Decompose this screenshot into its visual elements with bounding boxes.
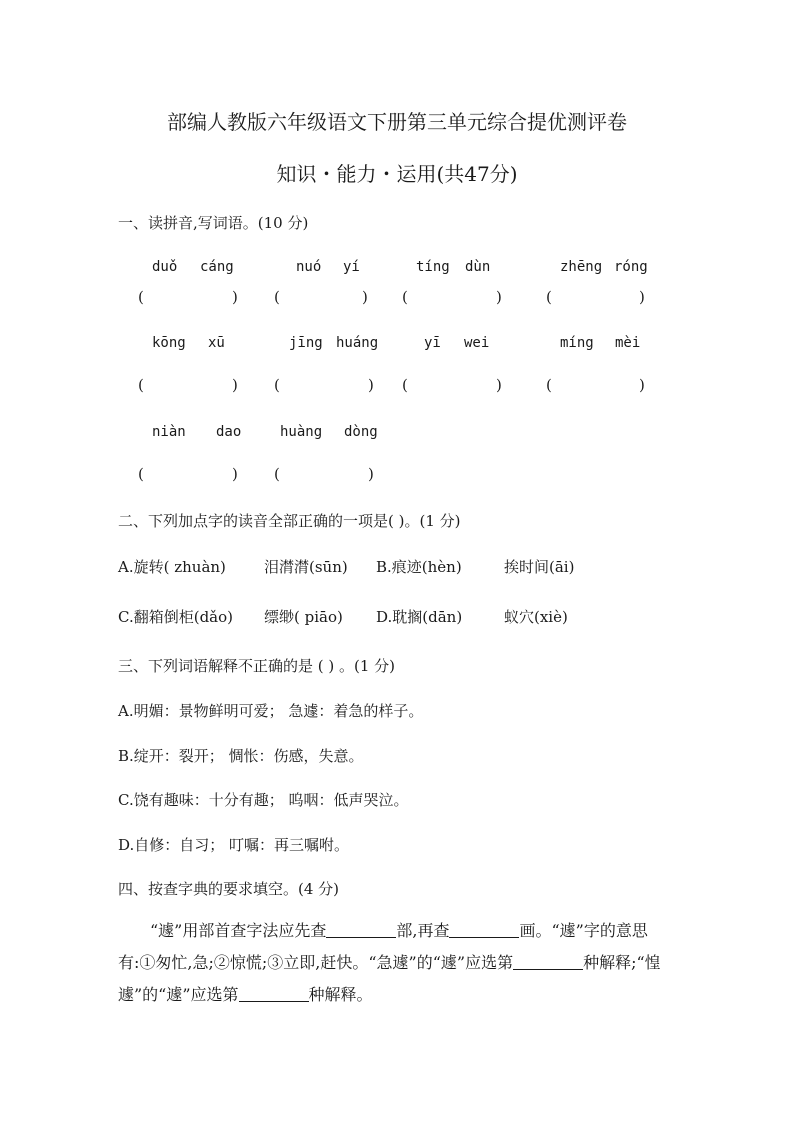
answer-box-10-close: ) (368, 465, 374, 483)
answer-box-1-close: ) (232, 288, 238, 306)
answer-box-8-close: ) (639, 376, 645, 394)
pinyin-9b: dao (216, 424, 242, 440)
q3-option-a: A.明媚：景物鲜明可爱； 急遽：着急的样子。 (118, 702, 424, 720)
answer-box-8-open: ( (546, 376, 552, 394)
pinyin-2b: yí (343, 259, 360, 275)
page-subtitle: 知识・能力・运用(共47分) (276, 162, 518, 186)
pinyin-10b: dòng (344, 424, 378, 440)
q4-blank-meaning-2[interactable] (239, 985, 309, 1002)
pinyin-4a: zhēng (560, 259, 603, 275)
q3-option-b: B.绽开：裂开； 惆怅：伤感，失意。 (118, 747, 364, 765)
q2-option-b-2: 挨时间(āi) (504, 558, 575, 576)
answer-box-9-open: ( (138, 465, 144, 483)
pinyin-10a: huàng (280, 424, 323, 440)
answer-box-10-open: ( (274, 465, 280, 483)
pinyin-4b: róng (614, 259, 648, 275)
q4-paragraph (118, 915, 678, 1011)
answer-box-2-close: ) (362, 288, 368, 306)
pinyin-7b: wei (464, 335, 490, 351)
answer-box-9-close: ) (232, 465, 238, 483)
q4-blank-strokes[interactable] (449, 921, 519, 938)
page-title: 部编人教版六年级语文下册第三单元综合提优测评卷 (167, 110, 627, 134)
answer-box-3-open: ( (402, 288, 408, 306)
q2-option-b-1: B.痕迹(hèn) (376, 558, 462, 576)
pinyin-5b: xū (208, 335, 225, 351)
q4-text-2: 部,再查 (396, 921, 450, 940)
pinyin-5a: kōng (152, 335, 186, 351)
pinyin-6b: huáng (336, 335, 379, 351)
answer-box-5-open: ( (138, 376, 144, 394)
pinyin-9a: niàn (152, 424, 186, 440)
pinyin-3a: tíng (416, 259, 450, 275)
q2-option-a-2: 泪潸潸(sūn) (264, 558, 348, 576)
answer-box-6-open: ( (274, 376, 280, 394)
answer-box-3-close: ) (496, 288, 502, 306)
answer-box-4-open: ( (546, 288, 552, 306)
answer-box-7-open: ( (402, 376, 408, 394)
pinyin-1a: duǒ (152, 259, 178, 275)
pinyin-8b: mèi (615, 335, 641, 351)
pinyin-8a: míng (560, 335, 594, 351)
q2-option-a-1: A.旋转( zhuàn) (118, 558, 226, 576)
q4-heading: 四、按查字典的要求填空。(4 分) (118, 880, 340, 898)
pinyin-1b: cáng (200, 259, 234, 275)
q2-option-d-1: D.耽搁(dān) (376, 608, 463, 626)
q3-option-d: D.自修：自习； 叮嘱：再三嘱咐。 (118, 836, 350, 854)
q2-option-d-2: 蚁穴(xiè) (504, 608, 568, 626)
answer-box-2-open: ( (274, 288, 280, 306)
q2-option-c-2: 缥缈( piāo) (264, 608, 343, 626)
pinyin-7a: yī (424, 335, 441, 351)
answer-box-7-close: ) (496, 376, 502, 394)
q4-blank-meaning-1[interactable] (513, 953, 583, 970)
pinyin-6a: jīng (289, 335, 323, 351)
q3-heading: 三、下列词语解释不正确的是 ( ) 。(1 分) (118, 657, 396, 675)
pinyin-2a: nuó (296, 259, 322, 275)
pinyin-3b: dùn (465, 259, 491, 275)
q3-option-c: C.饶有趣味：十分有趣； 呜咽：低声哭泣。 (118, 791, 409, 809)
q4-text-4: 种解释;“惶遽”的“遽”应选第 (118, 953, 661, 1004)
q4-text-1: “遽”用部首查字法应先查 (150, 921, 327, 940)
q4-blank-radical[interactable] (326, 921, 396, 938)
answer-box-1-open: ( (138, 288, 144, 306)
answer-box-4-close: ) (639, 288, 645, 306)
q4-text-3: 画。“遽”字的意思有:①匆忙,急;②惊慌;③立即,赶快。“急遽”的“遽”应选第 (118, 921, 648, 972)
q1-heading: 一、读拼音,写词语。(10 分) (118, 214, 309, 232)
answer-box-6-close: ) (368, 376, 374, 394)
q2-option-c-1: C.翻箱倒柜(dǎo) (118, 608, 233, 626)
q4-text-5: 种解释。 (308, 985, 373, 1004)
answer-box-5-close: ) (232, 376, 238, 394)
q2-heading: 二、下列加点字的读音全部正确的一项是( )。(1 分) (118, 512, 461, 530)
